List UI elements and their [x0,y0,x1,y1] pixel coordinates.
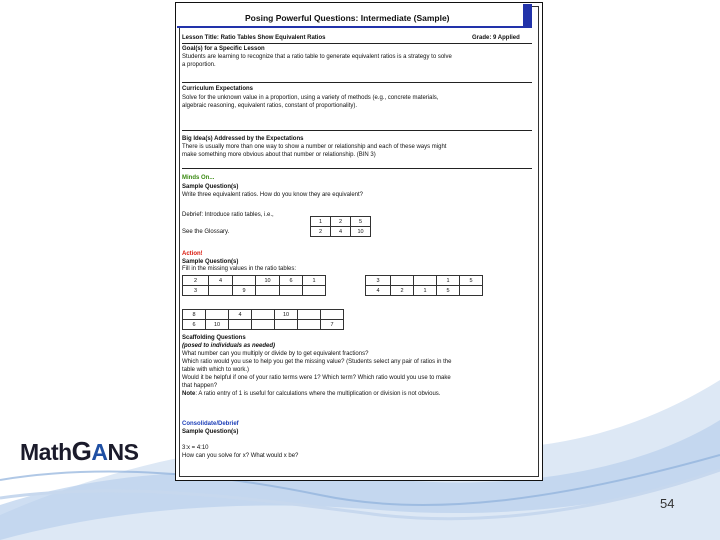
goals-text: Students are learning to recognize that a ratio table to generate equivalent ratios is a strategy to solve [182,54,452,60]
divider [182,168,532,169]
ratio-table-b: 3 1 5 4 2 1 5 [365,275,483,296]
bigidea-text: There is usually more than one way to show a number or relationship and each of these ways might [182,144,447,150]
slide-number: 54 [660,496,675,511]
goals-text-2: a proportion. [182,62,216,68]
divider [182,82,532,83]
document-title: Posing Powerful Questions: Intermediate (Sample) [245,13,450,23]
intro-ratio-table: 1 2 5 2 4 10 [310,216,371,237]
lesson-title: Lesson Title: Ratio Tables Show Equivalent Ratios [182,35,326,41]
ratio-table-a: 2 4 10 6 1 3 9 [182,275,326,296]
logo-ns: NS [107,439,139,465]
logo-g: G [71,436,92,466]
sample-questions-label: Sample Question(s) [182,184,239,190]
sample-questions-label-2: Sample Question(s) [182,259,239,265]
glossary-text: See the Glossary. [182,229,230,235]
equation-text: 3:x = 4:10 [182,445,209,451]
scaffolding-heading: Scaffolding Questions [182,335,246,341]
scaffolding-subheading: (posed to individuals as needed) [182,343,276,349]
document-border [179,6,539,477]
ratio-table-c: 8 4 10 6 10 7 [182,309,344,330]
action-heading: Action! [182,251,203,257]
fill-missing-text: Fill in the missing values in the ratio tables: [182,266,297,272]
sample-questions-label-3: Sample Question(s) [182,429,239,435]
minds-on-heading: Minds On... [182,175,215,181]
note-label: Note [182,391,196,397]
curriculum-heading: Curriculum Expectations [182,86,254,92]
scaffolding-question-2b: table with which to work.) [182,367,250,373]
note-text: : A ratio entry of 1 is useful for calculations where the multiplication or division is not obvious. [195,391,441,397]
title-bar [177,4,532,28]
scaffolding-question-3b: that happen? [182,383,218,389]
solve-question: How can you solve for x? What would x be? [182,453,299,459]
mathgains-logo [20,436,138,467]
scaffolding-question-1: What number can you multiply or divide by to get equivalent fractions? [182,351,369,357]
bigidea-text-2: make something more obvious about that number or relationship. (BIN 3) [182,152,376,158]
curriculum-text-2: algebraic reasoning, equivalent ratios, constant of proportionality). [182,103,358,109]
grade-label: Grade: 9 Applied [472,35,520,41]
lesson-document [175,2,543,481]
curriculum-text: Solve for the unknown value in a proportion, using a variety of methods (e.g., concrete materials, [182,95,439,101]
divider [182,43,532,44]
scaffolding-note [182,391,440,399]
consolidate-heading: Consolidate/Debrief [182,421,239,427]
scaffolding-question-2: Which ratio would you use to help you get the missing value? (Students select any pair of ratios in the [182,359,452,365]
bigidea-heading: Big Idea(s) Addressed by the Expectations [182,136,304,142]
goals-heading: Goal(s) for a Specific Lesson [182,46,265,52]
logo-a: A [91,439,108,465]
debrief-text: Debrief: Introduce ratio tables, i.e., [182,212,274,218]
divider [182,130,532,131]
minds-on-question: Write three equivalent ratios. How do you know they are equivalent? [182,192,363,198]
scaffolding-question-3: Would it be helpful if one of your ratio terms were 1? Which term? Which ratio would you use to make [182,375,451,381]
logo-math: Math [20,439,72,465]
